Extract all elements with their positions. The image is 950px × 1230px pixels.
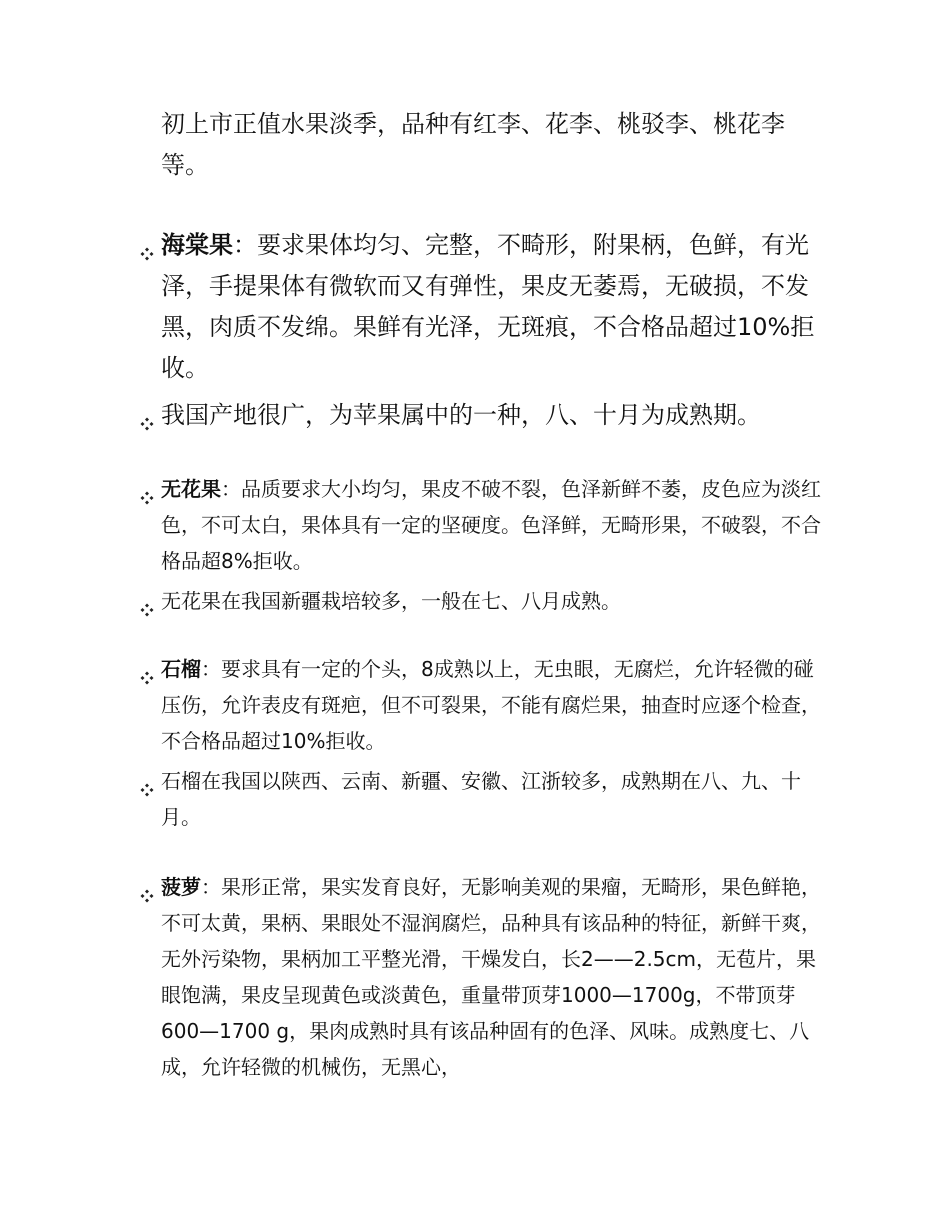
section-title: 菠萝 bbox=[161, 875, 201, 899]
four-diamond-bullet-icon bbox=[139, 782, 155, 798]
intro-paragraph: 初上市正值水果淡季，品种有红李、花李、桃驳李、桃花李等。 bbox=[161, 110, 785, 179]
four-diamond-bullet-icon bbox=[139, 670, 155, 686]
section-description-text: ：果形正常，果实发育良好，无影响美观的果瘤，无畸形，果色鲜艳，不可太黄，果柄、果眼处不湿润腐烂，品种具有该品种的特征，新鲜干爽，无外污染物，果柄加工平整光滑，干燥发白，长2——2.5cm，无苞片，果眼饱满，果皮呈现黄色或淡黄色，重量带顶芽1000—1700g，不带顶芽600—1700 g，果肉成熟时具有该品种固有的色泽、风味。成熟度七、八成，允许轻微的机械伤，无黑心， bbox=[161, 875, 821, 1079]
section-shiliu-description bbox=[161, 651, 821, 759]
section-title: 石榴 bbox=[161, 657, 201, 681]
four-diamond-bullet-icon bbox=[139, 602, 155, 618]
section-description-text: ：要求具有一定的个头，8成熟以上，无虫眼，无腐烂，允许轻微的碰压伤，允许表皮有斑疤，但不可裂果，不能有腐烂果，抽查时应逐个检查，不合格品超过10%拒收。 bbox=[161, 657, 821, 753]
section-wuhuaguo-note: 无花果在我国新疆栽培较多，一般在七、八月成熟。 bbox=[161, 589, 621, 613]
section-wuhuaguo-description bbox=[161, 471, 821, 579]
four-diamond-bullet-icon bbox=[139, 416, 155, 432]
section-haitangguo-description bbox=[161, 225, 821, 389]
four-diamond-bullet-icon bbox=[139, 246, 155, 262]
section-boluo-description bbox=[161, 869, 821, 1085]
four-diamond-bullet-icon bbox=[139, 490, 155, 506]
section-description-text: ：品质要求大小均匀，果皮不破不裂，色泽新鲜不萎，皮色应为淡红色，不可太白，果体具有一定的坚硬度。色泽鲜，无畸形果，不破裂，不合格品超8%拒收。 bbox=[161, 477, 821, 573]
section-description-text: ：要求果体均匀、完整，不畸形，附果柄，色鲜，有光泽，手提果体有微软而又有弹性，果皮无萎焉，无破损，不发黑，肉质不发绵。果鲜有光泽，无斑痕，不合格品超过10%拒收。 bbox=[161, 231, 815, 382]
section-haitangguo-note: 我国产地很广，为苹果属中的一种，八、十月为成熟期。 bbox=[161, 401, 761, 429]
section-shiliu-note: 石榴在我国以陕西、云南、新疆、安徽、江浙较多，成熟期在八、九、十月。 bbox=[161, 769, 801, 829]
section-title: 海棠果 bbox=[161, 231, 233, 259]
four-diamond-bullet-icon bbox=[139, 888, 155, 904]
section-title: 无花果 bbox=[161, 477, 221, 501]
